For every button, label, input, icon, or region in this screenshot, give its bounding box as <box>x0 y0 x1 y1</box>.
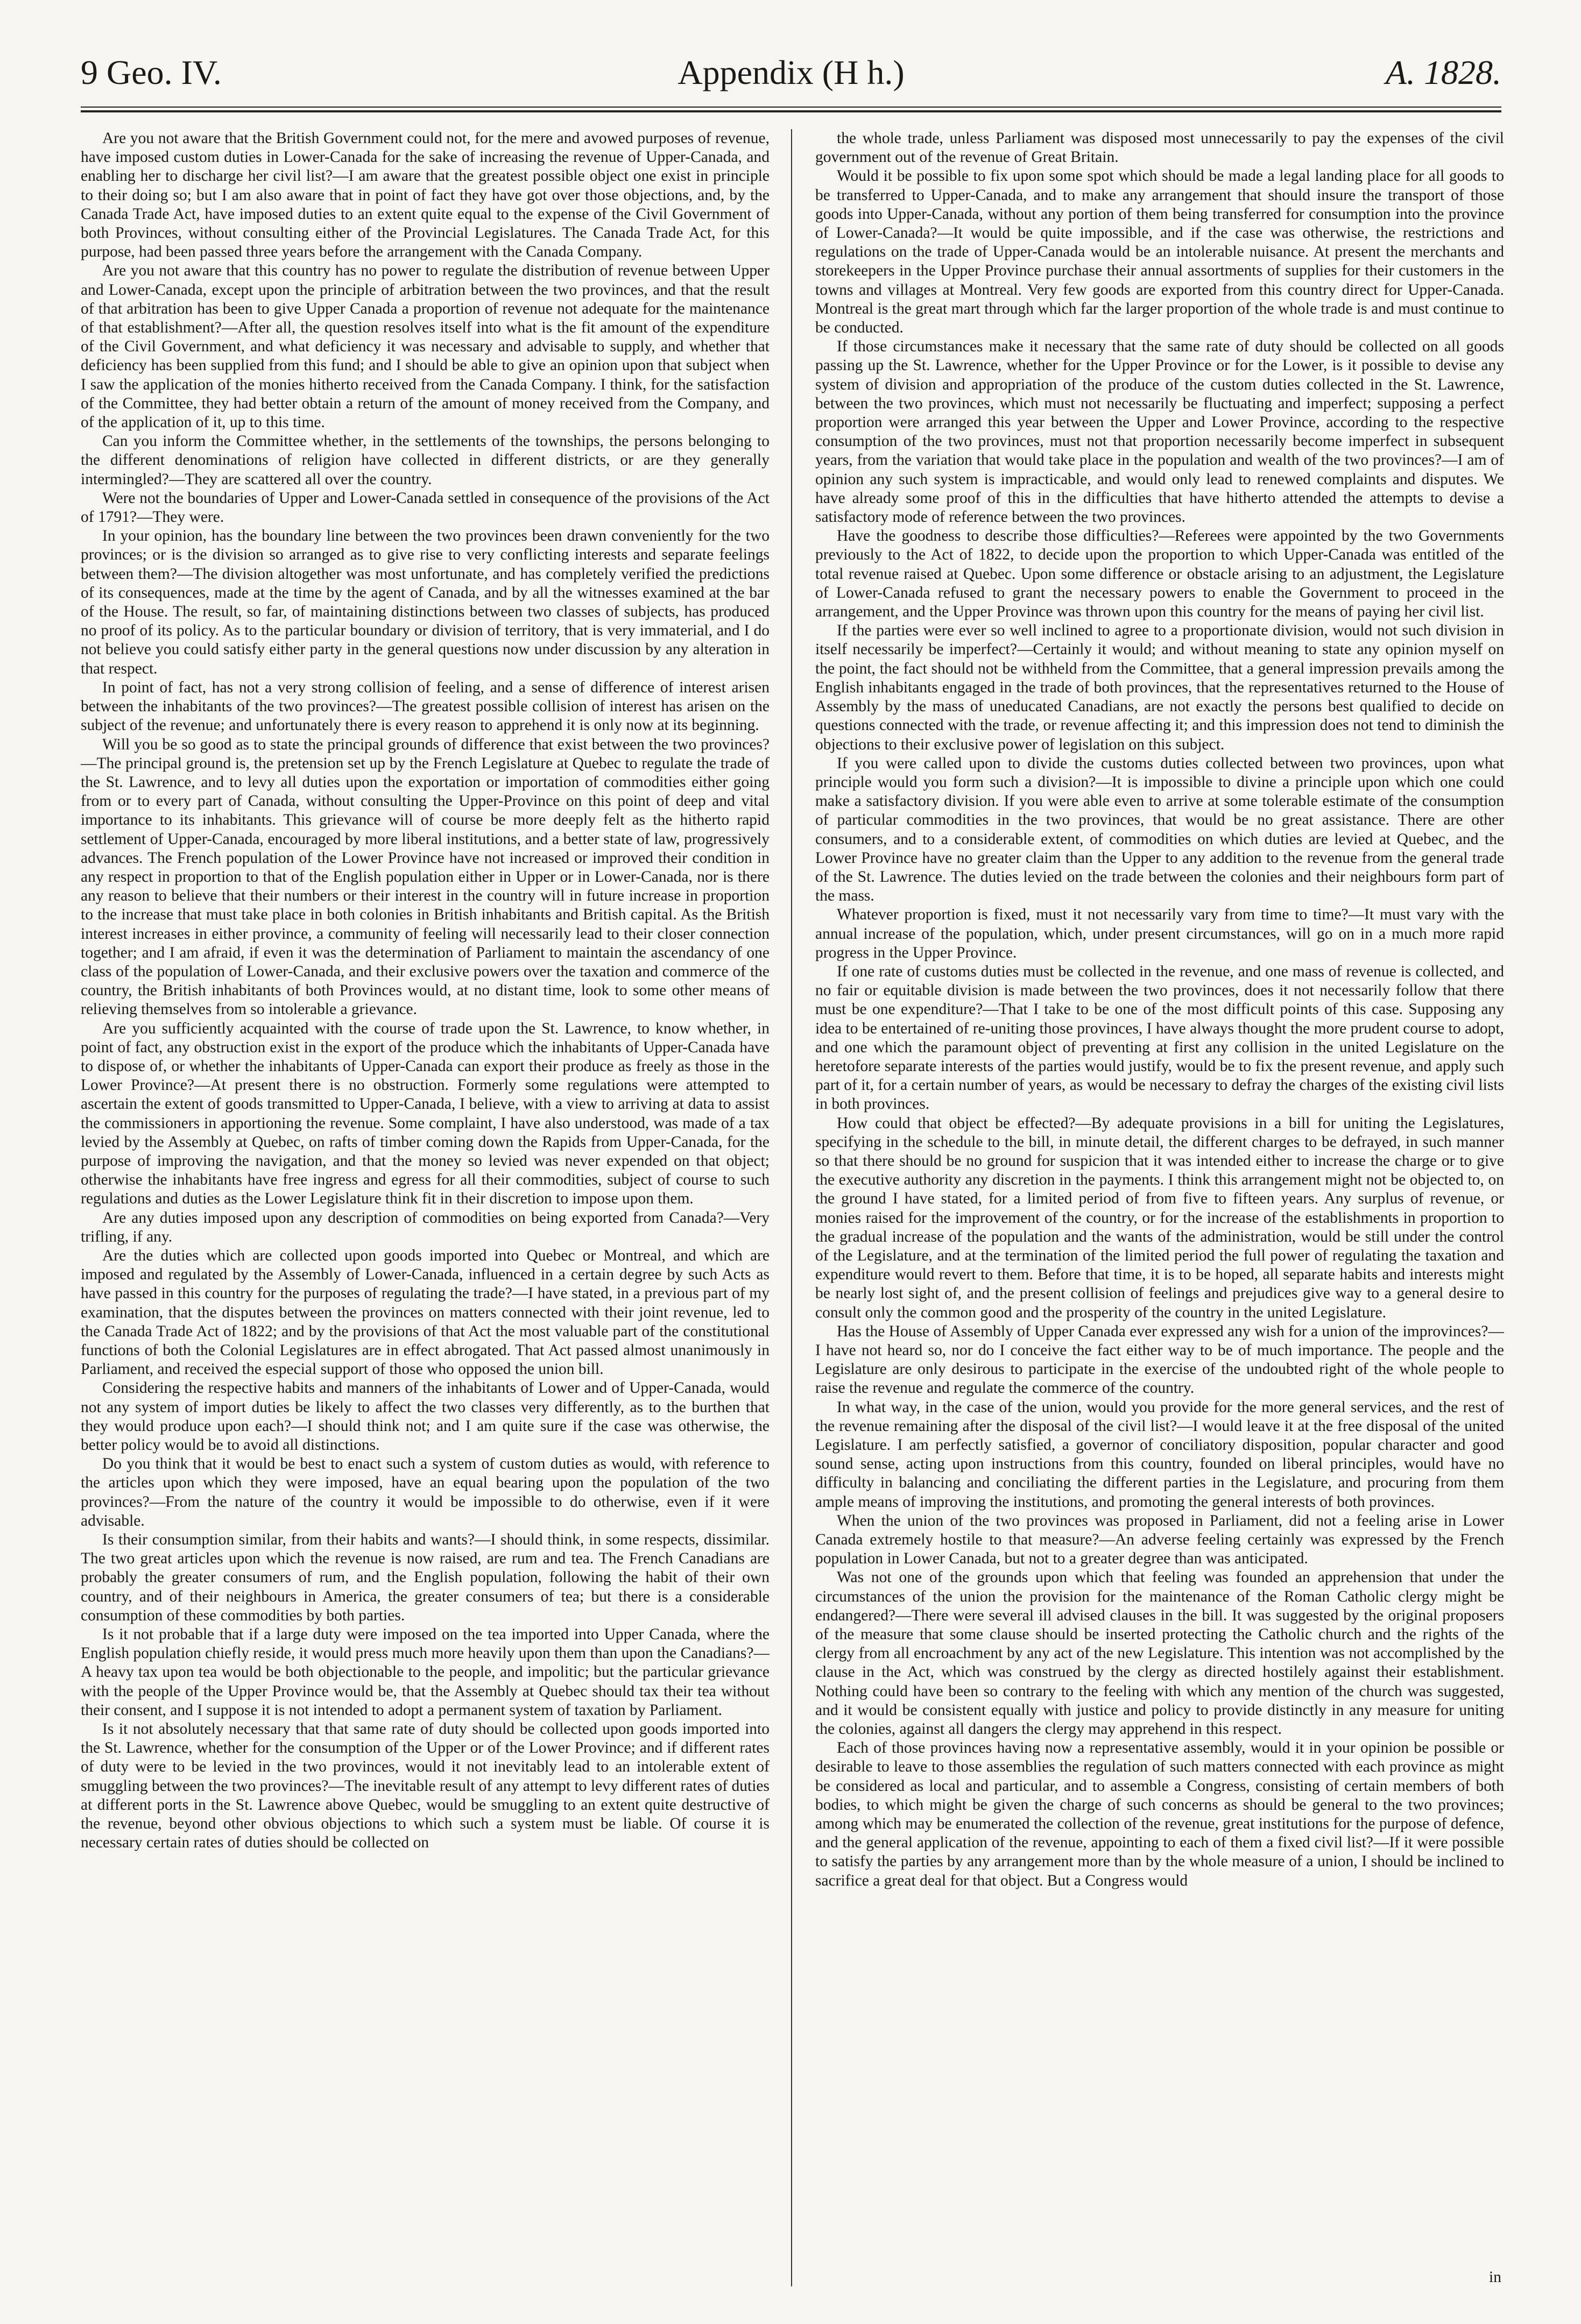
paragraph: Is it not probable that if a large duty were imposed on the tea imported into Upper Canada, where the English population chiefly reside, it would press much more heavily upon them than upon the Canadians?—A heavy tax upon tea would be both objectionable to the people, and impolitic; but the particular grievance with the people of the Upper Province would be, that the Assembly at Quebec should tax their tea without their consent, and I suppose it is not intended to adopt a permanent system of taxation by Parliament. <box>81 1626 770 1719</box>
paragraph: If you were called upon to divide the customs duties collected between two provinces, upon what principle would you form such a division?—It is impossible to divine a principle upon which one could make a satisfactory division. If you were able even to arrive at some tolerable estimate of the consumption of particular commodities in the two provinces, that would be no great assistance. There are other consumers, and to a considerable extent, of commodities on which duties are levied at Quebec, and the Lower Province have no greater claim than the Upper to any addition to the revenue from the general trade of the St. Lawrence. The duties levied on the trade between the colonies and their neighbours form part of the mass. <box>815 754 1504 905</box>
left-column <box>81 129 770 2286</box>
paragraph: In what way, in the case of the union, would you provide for the more general services, and the rest of the revenue remaining after the disposal of the civil list?—I would leave it at the free disposal of the united Legislature. I am perfectly satisfied, a governor of conciliatory disposition, popular character and good sound sense, acting upon instructions from this country, founded on liberal principles, would have no difficulty in balancing and conciliating the different parties in the Legislature, and procuring from them ample means of improving the institutions, and promoting the general interests of both provinces. <box>815 1398 1504 1511</box>
paragraph: If the parties were ever so well inclined to agree to a proportionate division, would not such division in itself necessarily be imperfect?—Certainly it would; and without meaning to state any opinion myself on the point, the fact should not be withheld from the Committee, that a general impression prevails among the English inhabitants engaged in the trade of both provinces, that the representatives returned to the House of Assembly by the mass of uneducated Canadians, are not exactly the persons best qualified to decide on questions connected with the trade, or revenue affecting it; and this impression does not tend to diminish the objections to their exclusive power of legislation on this subject. <box>815 622 1504 753</box>
paragraph: In your opinion, has the boundary line between the two provinces been drawn conveniently for the two provinces; or is the division so arranged as to give rise to very conflicting interests and separate feelings between them?—The division altogether was most unfortunate, and has completely verified the predictions of its consequences, made at the time by the agent of Canada, and by all the witnesses examined at the bar of the House. The result, so far, of maintaining distinctions between two classes of subjects, has produced no proof of its policy. As to the particular boundary or division of territory, that is very immaterial, and I do not believe you could satisfy either party in the general questions now under discussion by any alteration in that respect. <box>81 527 770 677</box>
page-header <box>81 54 1501 91</box>
paragraph: When the union of the two provinces was proposed in Parliament, did not a feeling arise in Lower Canada extremely hostile to that measure?—An adverse feeling certainly was expressed by the French population in Lower Canada, but not to a greater degree than was anticipated. <box>815 1512 1504 1568</box>
paragraph: Considering the respective habits and manners of the inhabitants of Lower and of Upper-Canada, would not any system of import duties be likely to affect the two classes very differently, as to the burthen that they would produce upon each?—I should think not; and I am quite sure if the case was otherwise, the better policy would be to avoid all distinctions. <box>81 1379 770 1454</box>
paragraph: Are the duties which are collected upon goods imported into Quebec or Montreal, and which are imposed and regulated by the Assembly of Lower-Canada, influenced in a certain degree by such Acts as have passed in this country for the purposes of regulating the trade?—I have stated, in a previous part of my examination, that the disputes between the provinces on matters connected with their joint revenue, led to the Canada Trade Act of 1822; and by the provisions of that Act the most valuable part of the constitutional functions of both the Colonial Legislatures are in effect abrogated. That Act passed almost unanimously in Parliament, and received the especial support of those who opposed the union bill. <box>81 1246 770 1378</box>
paragraph: Have the goodness to describe those difficulties?—Referees were appointed by the two Governments previously to the Act of 1822, to decide upon the proportion to which Upper-Canada was entitled of the total revenue raised at Quebec. Upon some difference or obstacle arising to an adjustment, the Legislature of Lower-Canada refused to grant the necessary powers to enable the Government to proceed in the arrangement, and the Upper Province was thrown upon this country for the means of paying her civil list. <box>815 527 1504 621</box>
paragraph: Will you be so good as to state the principal grounds of difference that exist between the two provinces?—The principal ground is, the pretension set up by the French Legislature at Quebec to regulate the trade of the St. Lawrence, and to levy all duties upon the exportation or importation of commodities either going from or to every part of Canada, without consulting the Upper-Province on this point of deep and vital importance to its inhabitants. This grievance will of course be more deeply felt as the hitherto rapid settlement of Upper-Canada, encouraged by more liberal institutions, and a better state of law, progressively advances. The French population of the Lower Province have not increased or improved their condition in any respect in proportion to that of the English population either in Upper or in Lower-Canada, nor is there any reason to believe that their numbers or their interest in the country will in future increase in proportion to the increase that must take place in both colonies in British inhabitants and British capital. As the British interest increases in either province, a community of feeling will necessarily lead to their closer connection together; and I am afraid, if even it was the determination of Parliament to maintain the ascendancy of one class of the population of Lower-Canada, and their exclusive powers over the taxation and commerce of the country, the British inhabitants of both Provinces would, at no distant time, look to some other means of relieving themselves from so intolerable a grievance. <box>81 735 770 1018</box>
paragraph: Is it not absolutely necessary that that same rate of duty should be collected upon goods imported into the St. Lawrence, whether for the consumption of the Upper or of the Lower Province; and if different rates of duty were to be levied in the two provinces, would it not inevitably lead to an intolerable extent of smuggling between the two provinces?—The inevitable result of any attempt to levy different rates of duties at different ports in the St. Lawrence above Quebec, would be smuggling to an extent quite destructive of the revenue, beyond other obvious objections to which such a system must be liable. Of course it is necessary certain rates of duties should be collected on <box>81 1720 770 1852</box>
paragraph: Would it be possible to fix upon some spot which should be made a legal landing place for all goods to be transferred to Upper-Canada, and to make any arrangement that should insure the transport of those goods into Upper-Canada, without any portion of them being transferred for consumption into the province of Lower-Canada?—It would be quite impossible, and if the case was otherwise, the restrictions and regulations on the trade of Upper-Canada would be an intolerable nuisance. At present the merchants and storekeepers in the Upper Province purchase their annual assortments of supplies for their customers in the towns and villages at Montreal. Very few goods are exported from this country direct for Upper-Canada. Montreal is the great mart through which far the larger proportion of the whole trade is and must continue to be conducted. <box>815 167 1504 337</box>
paragraph: Are you not aware that the British Government could not, for the mere and avowed purposes of revenue, have imposed custom duties in Lower-Canada for the sake of increasing the revenue of Upper-Canada, and enabling her to discharge her civil list?—I am aware that the greatest possible object one exist in principle to their doing so; but I am also aware that in point of fact they have got over those objections, and, by the Canada Trade Act, have imposed duties to an extent quite equal to the expense of the Civil Government of both Provinces, without consulting either of the Provincial Legislatures. The Canada Trade Act, for this purpose, had been passed three years before the arrangement with the Canada Company. <box>81 130 770 261</box>
header-rule-thick <box>81 110 1501 112</box>
paragraph: the whole trade, unless Parliament was disposed most unnecessarily to pay the expenses of the civil government out of the revenue of Great Britain. <box>815 130 1504 166</box>
header-appendix-title: Appendix (H h.) <box>677 53 905 91</box>
paragraph: Each of those provinces having now a representative assembly, would it in your opinion be possible or desirable to leave to those assemblies the regulation of such matters connected with each province as might be considered as local and particular, and to assemble a Congress, consisting of certain members of both bodies, to which might be given the charge of such concerns as should be general to the two provinces; among which may be enumerated the collection of the revenue, great institutions for the purpose of defence, and the general application of the revenue, appointing to each of them a fixed civil list?—If it were possible to satisfy the parties by any arrangement more than by the whole measure of a union, I should be inclined to sacrifice a great deal for that object. But a Congress would <box>815 1739 1504 1889</box>
catchword: in <box>1489 2269 1501 2286</box>
header-rule-thin <box>81 107 1501 108</box>
paragraph: How could that object be effected?—By adequate provisions in a bill for uniting the Legislatures, specifying in the schedule to the bill, in minute detail, the different charges to be defrayed, in such manner so that there should be no ground for suspicion that it was intended either to increase the charge or to give the executive authority any discretion in the payments. I think this arrangement might not be objected to, on the ground I have stated, for a limited period of from five to fifteen years. Any surplus of revenue, or monies raised for the improvement of the country, or for the increase of the establishments in proportion to the gradual increase of the population and the wants of the administration, would be still under the control of the Legislature, and at the termination of the limited period the full power of regulating the taxation and expenditure would revert to them. Before that time, it is to be hoped, all separate habits and interests might be nearly lost sight of, and the present collision of feelings and prejudices give way to a general desire to consult only the common good and the prosperity of the country in the united Legislature. <box>815 1114 1504 1321</box>
paragraph: Was not one of the grounds upon which that feeling was founded an apprehension that under the circumstances of the union the provision for the maintenance of the Roman Catholic clergy might be endangered?—There were several ill advised clauses in the bill. It was suggested by the original proposers of the measure that some clause should be inserted protecting the Catholic church and the rights of the clergy from all encroachment by any act of the new Legislature. This intention was not accomplished by the clause in the Act, which was construed by the clergy as directed hostilely against their establishment. Nothing could have been so contrary to the feeling with which any mention of the church was suggested, and it would be consistent equally with justice and policy to provide distinctly in any measure for uniting the colonies, against all dangers the clergy may apprehend in this respect. <box>815 1569 1504 1738</box>
paragraph: Are you not aware that this country has no power to regulate the distribution of revenue between Upper and Lower-Canada, except upon the principle of arbitration between the two provinces, and that the result of that arbitration has been to give Upper Canada a proportion of revenue not adequate for the maintenance of that establishment?—After all, the question resolves itself into what is the fit amount of the expenditure of the Civil Government, and what deficiency it was necessary and advisable to supply, and whether that deficiency has been supplied from this fund; and I should be able to give an opinion upon that subject when I saw the application of the monies hitherto received from the Canada Company. I think, for the satisfaction of the Committee, they had better obtain a return of the amount of money received from the Company, and of the application of it, up to this time. <box>81 262 770 431</box>
header-year: A. 1828. <box>1385 53 1501 91</box>
paragraph: Were not the boundaries of Upper and Lower-Canada settled in consequence of the provisions of the Act of 1791?—They were. <box>81 489 770 526</box>
text-columns <box>81 129 1504 2286</box>
paragraph: In point of fact, has not a very strong collision of feeling, and a sense of difference of interest arisen between the inhabitants of the two provinces?—The greatest possible collision of interest has arisen on the subject of the revenue; and unfortunately there is every reason to apprehend it is only now at its beginning. <box>81 678 770 734</box>
header-regnal-year: 9 Geo. IV. <box>81 53 222 91</box>
paragraph: Has the House of Assembly of Upper Canada ever expressed any wish for a union of the improvinces?—I have not heard so, nor do I conceive the fact either way to be of much importance. The people and the Legislature are only desirous to participate in the exercise of the undoubted right of the whole people to raise the revenue and regulate the commerce of the country. <box>815 1322 1504 1397</box>
document-page <box>81 53 1504 2286</box>
paragraph: If those circumstances make it necessary that the same rate of duty should be collected on all goods passing up the St. Lawrence, whether for the Upper Province or for the Lower, is it possible to devise any system of division and appropriation of the produce of the custom duties collected in the St. Lawrence, between the two provinces, which must not necessarily be fluctuating and imperfect; supposing a perfect proportion were arranged this year between the Upper and Lower Province, according to the respective consumption of the two provinces, must not that proportion necessarily become imperfect in subsequent years, from the variation that would take place in the population and wealth of the two provinces?—I am of opinion any such system is impracticable, and would only lead to renewed complaints and disputes. We have already some proof of this in the difficulties that have hitherto attended the attempts to devise a satisfactory mode of reference between the two provinces. <box>815 338 1504 526</box>
column-divider <box>791 129 792 2286</box>
paragraph: Are you sufficiently acquainted with the course of trade upon the St. Lawrence, to know whether, in point of fact, any obstruction exist in the export of the produce which the inhabitants of Upper-Canada have to dispose of, or whether the inhabitants of Upper-Canada can export their produce as freely as those in the Lower Province?—At present there is no obstruction. Formerly some regulations were attempted to ascertain the extent of goods transmitted to Upper-Canada, I believe, with a view to arriving at data to assist the commissioners in apportioning the revenue. Some complaint, I have also understood, was made of a tax levied by the Assembly at Quebec, on rafts of timber coming down the Rapids from Upper-Canada, for the purpose of improving the navigation, and that the money so levied was never expended on that object; otherwise the inhabitants have free ingress and egress for all their commodities, subject of course to such regulations and duties as the Lower Legislature think fit in their discretion to impose upon them. <box>81 1019 770 1208</box>
paragraph: Is their consumption similar, from their habits and wants?—I should think, in some respects, dissimilar. The two great articles upon which the revenue is now raised, are rum and tea. The French Canadians are probably the greater consumers of rum, and the English population, following the habit of their own country, and of their neighbours in America, the greater consumers of tea; but there is a considerable consumption of these commodities by both parties. <box>81 1531 770 1624</box>
paragraph: Can you inform the Committee whether, in the settlements of the townships, the persons belonging to the different denominations of religion have collected in different districts, or are they generally intermingled?—They are scattered all over the country. <box>81 433 770 488</box>
paragraph: If one rate of customs duties must be collected in the revenue, and one mass of revenue is collected, and no fair or equitable division is made between the two provinces, does it not necessarily follow that there must be one expenditure?—That I take to be one of the most difficult points of this case. Supposing any idea to be entertained of re-uniting those provinces, I have always thought the more prudent course to adopt, and one which the paramount object of preventing at first any collision in the united Legislature on the heretofore separate interests of the parties would justify, would be to fix the present revenue, and apply such part of it, for a certain number of years, as would be necessary to defray the charges of the existing civil lists in both provinces. <box>815 962 1504 1113</box>
paragraph: Do you think that it would be best to enact such a system of custom duties as would, with reference to the articles upon which they were imposed, have an equal bearing upon the population of the two provinces?—From the nature of the country it would be impossible to do otherwise, even if it were advisable. <box>81 1455 770 1529</box>
right-column <box>815 129 1504 2286</box>
paragraph: Are any duties imposed upon any description of commodities on being exported from Canada?—Very trifling, if any. <box>81 1209 770 1245</box>
paragraph: Whatever proportion is fixed, must it not necessarily vary from time to time?—It must vary with the annual increase of the population, which, under present circumstances, will go on in a much more rapid progress in the Upper Province. <box>815 906 1504 961</box>
